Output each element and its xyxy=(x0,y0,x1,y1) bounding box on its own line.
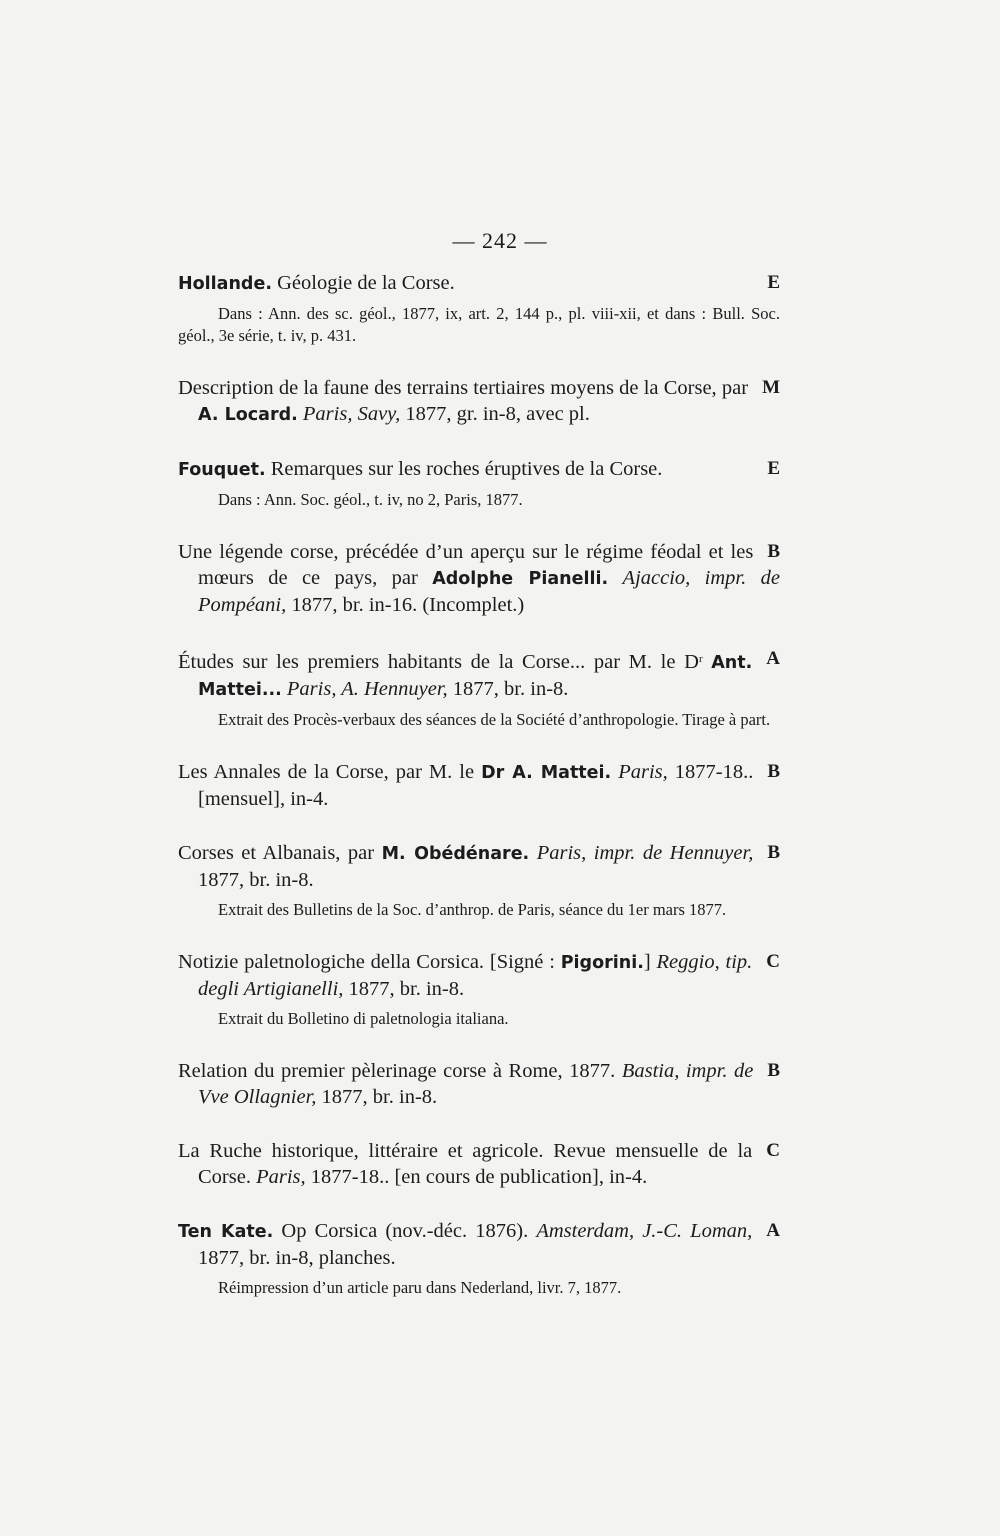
entry-main xyxy=(178,375,780,428)
entry-obedenare xyxy=(178,840,780,921)
entry-main xyxy=(178,949,780,1002)
entry-imprint: Amsterdam, J.-C. Loman, xyxy=(536,1220,753,1242)
entry-imprint: Paris, xyxy=(256,1166,306,1188)
entry-note: Dans : Ann. des sc. géol., 1877, ix, art. 2, 144 p., pl. viii-xii, et dans : Bull. Soc. géol., 3e série, t. iv, p. 431. xyxy=(178,304,780,345)
entry-locard xyxy=(178,375,780,428)
entry-note: Extrait des Procès-verbaux des séances de la Société d’anthropologie. Tirage à part. xyxy=(218,710,771,729)
entry-code: B xyxy=(767,1060,780,1081)
entry-details: 1877, br. in-8. xyxy=(348,978,465,1000)
entry-main xyxy=(178,1138,780,1190)
entry-main xyxy=(178,759,780,812)
entry-main xyxy=(178,1058,780,1110)
entry-author: Pigorini. xyxy=(560,953,644,973)
entry-details: 1877-18.. [mensuel], in-4. xyxy=(198,761,754,810)
entry-code: E xyxy=(767,458,780,479)
entry-main xyxy=(178,646,780,703)
entry-tenkate xyxy=(178,1218,780,1299)
entry-code: B xyxy=(767,842,780,863)
entry-details: 1877, gr. in-8, avec pl. xyxy=(405,403,590,425)
entry-title: La Ruche historique, littéraire et agricole. Revue mensuelle de la Corse. xyxy=(178,1140,753,1188)
entry-code: B xyxy=(767,541,780,562)
entry-main xyxy=(178,539,780,618)
entry-code: C xyxy=(766,951,780,972)
entry-author: Adolphe Pianelli. xyxy=(432,569,609,589)
entry-title: Remarques sur les roches éruptives de la Corse. xyxy=(270,458,663,480)
entry-imprint: Paris, A. Hennuyer, xyxy=(286,678,448,700)
entry-details: 1877, br. in-16. (Incomplet.) xyxy=(291,594,525,616)
entry-code: E xyxy=(767,272,780,293)
entry-code: C xyxy=(766,1140,780,1161)
entry-pelerinage xyxy=(178,1058,780,1110)
entry-pigorini xyxy=(178,949,780,1030)
entry-mattei-etudes xyxy=(178,646,780,731)
entry-bracket: ] xyxy=(643,951,651,973)
entry-note: Réimpression d’un article paru dans Nederland, livr. 7, 1877. xyxy=(218,1278,622,1297)
entry-details: 1877-18.. [en cours de publication], in-4. xyxy=(310,1166,648,1188)
entry-main xyxy=(178,840,780,893)
entry-code: B xyxy=(767,761,780,782)
entry-title: Op Corsica (nov.-déc. 1876). xyxy=(281,1220,529,1242)
entry-note: Extrait du Bolletino di paletnologia italiana. xyxy=(218,1009,509,1028)
entry-code: M xyxy=(762,377,780,398)
entry-author: A. Locard. xyxy=(198,405,298,425)
entry-pianelli xyxy=(178,539,780,618)
entry-title: Corses et Albanais, par xyxy=(178,842,375,864)
entry-mattei-annales xyxy=(178,759,780,812)
entry-author: Fouquet. xyxy=(178,460,266,480)
entry-title: Relation du premier pèlerinage corse à Rome, 1877. xyxy=(178,1060,616,1082)
entry-details: 1877, br. in-8. xyxy=(452,678,569,700)
entry-title: Description de la faune des terrains tertiaires moyens de la Corse, par xyxy=(178,377,749,399)
entry-code: A xyxy=(766,648,780,669)
entry-title: Géologie de la Corse. xyxy=(277,272,455,294)
entry-ruche xyxy=(178,1138,780,1190)
entry-author: M. Obédénare. xyxy=(381,844,530,864)
entry-note: Dans : Ann. Soc. géol., t. iv, no 2, Paris, 1877. xyxy=(218,490,523,509)
entry-superscript: r xyxy=(698,653,703,665)
entry-fouquet xyxy=(178,456,780,511)
bibliography-list xyxy=(178,270,780,1327)
entry-author: Ant. Mattei... xyxy=(198,653,753,700)
entry-title: Une légende corse, précédée d’un aperçu sur le régime féodal et les mœurs de ce pays, par xyxy=(178,541,754,589)
entry-main xyxy=(178,1218,780,1271)
entry-title: Les Annales de la Corse, par M. le xyxy=(178,761,475,783)
entry-hollande xyxy=(178,270,780,347)
entry-code: A xyxy=(766,1220,780,1241)
entry-title: Études sur les premiers habitants de la Corse... par M. le D xyxy=(178,651,699,673)
entry-details: 1877, br. in-8, planches. xyxy=(198,1247,396,1269)
entry-imprint: Paris, xyxy=(618,761,668,783)
entry-imprint: Ajaccio, impr. de Pompéani, xyxy=(198,567,781,616)
entry-imprint: Paris, impr. de Hennuyer, xyxy=(536,842,754,864)
entry-note: Extrait des Bulletins de la Soc. d’anthrop. de Paris, séance du 1er mars 1877. xyxy=(218,900,727,919)
entry-main xyxy=(178,456,780,483)
entry-author: Hollande. xyxy=(178,274,272,294)
entry-imprint: Bastia, impr. de Vve Ollagnier, xyxy=(198,1060,754,1108)
entry-title: Notizie paletnologiche della Corsica. [Signé : xyxy=(178,951,555,973)
entry-main xyxy=(178,270,780,297)
entry-imprint: Reggio, tip. degli Artigianelli, xyxy=(198,951,753,1000)
entry-details: 1877, br. in-8. xyxy=(198,869,314,891)
entry-imprint: Paris, Savy, xyxy=(302,403,401,425)
page-number: — 242 — xyxy=(452,228,548,253)
entry-details: 1877, br. in-8. xyxy=(321,1086,438,1108)
entry-author: Ten Kate. xyxy=(178,1222,274,1242)
entry-author: Dr A. Mattei. xyxy=(481,763,612,783)
